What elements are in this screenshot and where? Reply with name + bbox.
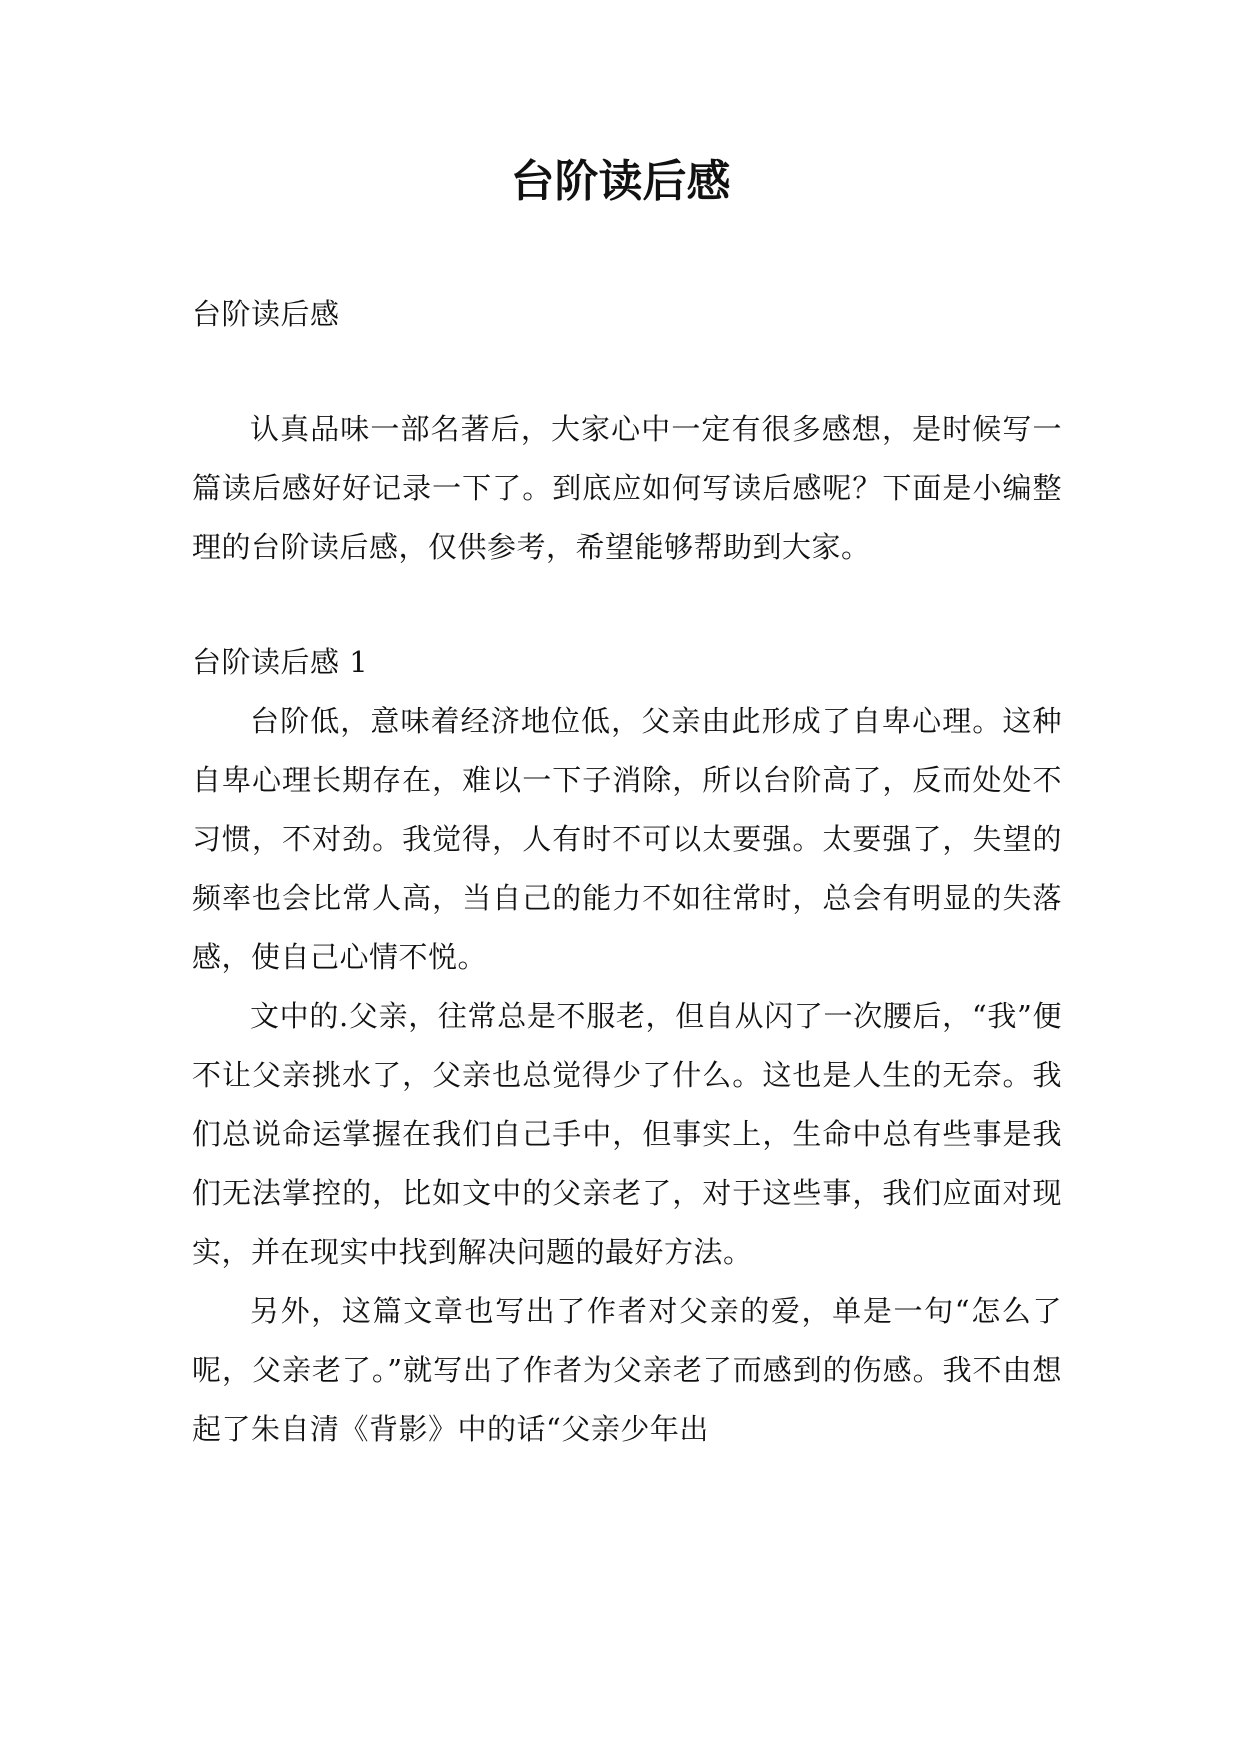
document-title: 台阶读后感: [510, 156, 731, 207]
section-heading: 台阶读后感 1: [192, 645, 369, 679]
body-paragraph-2: 文中的.父亲，往常总是不服老，但自从闪了一次腰后，“我”便不让父亲挑水了，父亲也总觉得少了什么。这也是人生的无奈。我们总说命运掌握在我们自己手中，但事实上，生命中总有些事是我们无法掌控的，比如文中的父亲老了，对于这些事，我们应面对现实，并在现实中找到解决问题的最好方法。: [192, 999, 1062, 1269]
document-subtitle: 台阶读后感: [192, 297, 340, 331]
intro-paragraph: 认真品味一部名著后，大家心中一定有很多感想，是时候写一篇读后感好好记录一下了。到底应如何写读后感呢？下面是小编整理的台阶读后感，仅供参考，希望能够帮助到大家。: [192, 412, 1062, 564]
body-paragraph-3: 另外，这篇文章也写出了作者对父亲的爱，单是一句“怎么了呢，父亲老了。”就写出了作者为父亲老了而感到的伤感。我不由想起了朱自清《背影》中的话“父亲少年出: [192, 1294, 1062, 1446]
body-paragraph-1: 台阶低，意味着经济地位低，父亲由此形成了自卑心理。这种自卑心理长期存在，难以一下子消除，所以台阶高了，反而处处不习惯，不对劲。我觉得，人有时不可以太要强。太要强了，失望的频率也会比常人高，当自己的能力不如往常时，总会有明显的失落感，使自己心情不悦。: [192, 704, 1062, 974]
document-body: [192, 285, 1062, 1459]
